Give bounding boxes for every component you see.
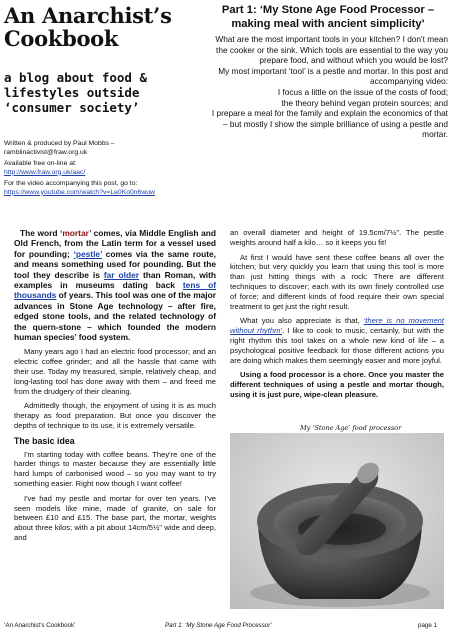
body-paragraph: I've had my pestle and mortar for over ten years. I've seen models like mine, made of granite, on sale for between £10 and £15. The base part, the mortar, weights about three kilos; with a pit about 14cm/5½" wide and deep, and bbox=[14, 493, 216, 543]
body-text: . I like to cook to music, certainly, but with the right rhythm this tool takes on a whole new kind of life – a psychological positive feedback for those different actions you are doing which makes them seemingly easier and more joyful. bbox=[230, 326, 444, 365]
intro-text bbox=[208, 34, 448, 140]
lead-text: comes, via Middle English and Old French, from the Latin term for a vessel used for pounding; bbox=[14, 228, 216, 259]
website-link[interactable]: http://www.fraw.org.uk/aac/ bbox=[4, 168, 86, 176]
far-older-link[interactable]: far older bbox=[103, 269, 139, 280]
intro-line: What are the most important tools in your kitchen? I don't mean the cooker or the sink. Which tools are essential to the way you prepare food, and without which you would be lost? bbox=[215, 34, 448, 66]
blog-subtitle: a blog about food & lifestyles outside ‘consumer society’ bbox=[4, 70, 147, 115]
available-label: Available free on-line at: bbox=[4, 160, 77, 167]
body-paragraph-bold: Using a food processor is a chore. Once you master the different techniques of using a pestle and mortar though, using it is just pure, wipe-clean pleasure. bbox=[230, 370, 444, 399]
footer-page-number: page 1 bbox=[418, 622, 437, 629]
rhythm-quote-link[interactable]: ‘there is no movement without rhythm’ bbox=[230, 316, 444, 336]
post-header bbox=[208, 4, 448, 140]
blog-title bbox=[4, 4, 199, 50]
video-label: For the video accompanying this post, go to: bbox=[4, 180, 138, 187]
part-title: Part 1: ‘My Stone Age Food Processor – making meal with ancient simplicity’ bbox=[221, 4, 435, 30]
credits-block bbox=[4, 140, 204, 200]
body-paragraph: I'm starting today with coffee beans. They're one of the harder things to master because they are essentially little hard lumps of carbonised wood – so you may want to try something easier. Right now though I want coffee! bbox=[14, 449, 216, 489]
left-column bbox=[14, 228, 216, 548]
body-paragraph: Many years ago I had an electric food processor; and an electric coffee grinder; and all the hassle that came with their use. Today my treasured, simple, relatively cheap, and long-lasting tool has done away with them – and freed me from the drudgery of their cleaning. bbox=[14, 347, 216, 396]
pestle-mortar-photo bbox=[230, 433, 444, 609]
term-pestle-link[interactable]: ‘pestle’ bbox=[73, 248, 102, 259]
lead-text: comes via the same route, and means something used for pounding. But the tool they describe is bbox=[14, 248, 216, 280]
video-link[interactable]: https://www.youtube.com/watch?v=Le0Ko0n6wuw bbox=[4, 188, 155, 196]
intro-line: I prepare a meal for the family and explain the economics of that – but mostly I show the simple brilliance of using a pestle and mortar. bbox=[211, 108, 448, 140]
body-text: What you also appreciate is that, bbox=[240, 316, 364, 326]
body-paragraph: an overall diameter and height of 19.5cm/7½". The pestle weights around half a kilo… so it keeps you fit! bbox=[230, 228, 444, 247]
tens-of-thousands-link[interactable]: tens of thousands bbox=[14, 280, 216, 301]
right-column bbox=[230, 228, 444, 405]
figure-caption: My ‘Stone Age’ food processor bbox=[300, 424, 402, 432]
lead-text: The word bbox=[20, 228, 61, 238]
body-paragraph: At first I would have sent these coffee beans all over the kitchen; but very quickly you learn that using this tool is more than just hitting things with a rock: There are different techniques to discover; each with its own finely controlled use of force; and different kinds of food require their own special treatment to get just the right result. bbox=[230, 252, 444, 311]
body-paragraph: Admittedly though, the enjoyment of using it is as much therapy as food preparation. But once you discover the depths of technique to its use, it is extremely versatile. bbox=[14, 401, 216, 431]
author-email: ramblinactivist@fraw.org.uk bbox=[4, 148, 88, 156]
title-line-1: An Anarchist’s bbox=[4, 3, 172, 28]
intro-line: the theory behind vegan protein sources; and bbox=[281, 97, 448, 108]
section-heading: The basic idea bbox=[14, 435, 75, 446]
footer-center: Part 1: ‘My Stone Age Food Processor’ bbox=[165, 622, 272, 629]
term-mortar: ‘mortar’ bbox=[60, 228, 92, 238]
footer-left: ‘An Anarchist’s Cookbook’ bbox=[4, 622, 76, 629]
author-line: Written & produced by Paul Mobbs – bbox=[4, 140, 115, 147]
intro-line: I focus a little on the issue of the costs of food; bbox=[277, 86, 448, 97]
title-line-2: Cookbook bbox=[4, 26, 119, 51]
body-paragraph bbox=[230, 316, 444, 365]
lead-text: of years. This tool was one of the major advances in Stone Age technology – after fire, edged stone tools, and the related technology of the quern-stone – which founded the modern human species’ food system. bbox=[14, 290, 216, 343]
intro-line: My most important ‘tool’ is a pestle and mortar. In this post and accompanying video: bbox=[218, 65, 448, 87]
lead-paragraph bbox=[14, 228, 216, 342]
lead-text: than Roman, with examples in museums dating back bbox=[14, 269, 216, 291]
